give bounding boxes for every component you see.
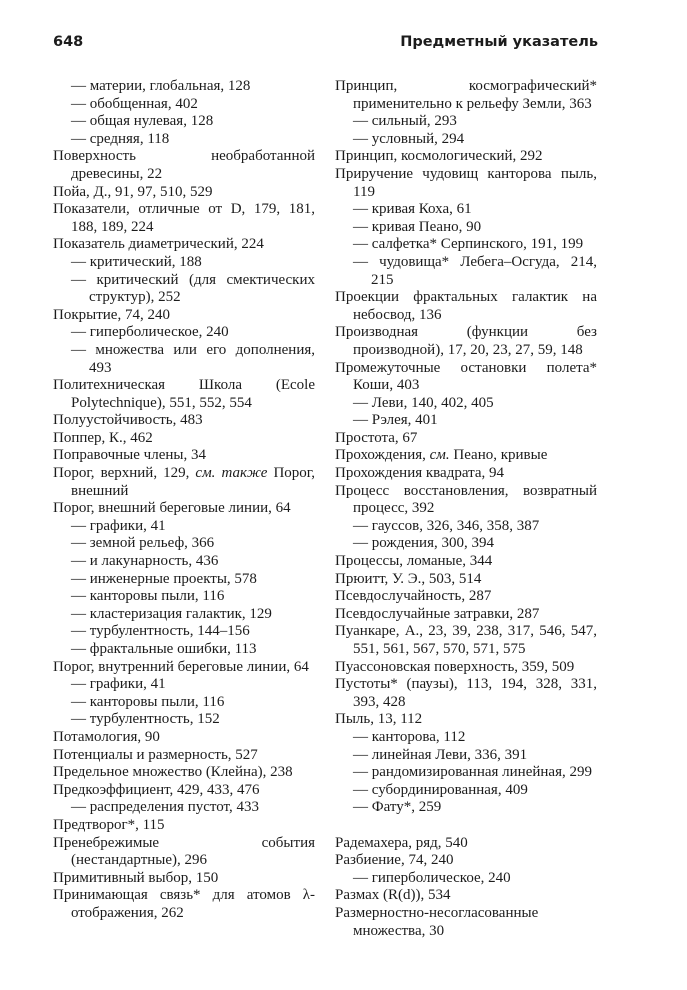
index-subentry: — рождения, 300, 394: [353, 535, 494, 552]
index-entry: Порог, внутренний береговые линии, 64: [53, 658, 309, 675]
index-entry: Пойа, Д., 91, 97, 510, 529: [53, 183, 213, 200]
index-entry: Радемахера, ряд, 540: [335, 834, 468, 851]
index-subentry: — условный, 294: [353, 130, 465, 147]
index-subentry: — линейная Леви, 336, 391: [353, 746, 528, 763]
index-entry: Принимающая связь* для атомов λ-отображения, 262: [53, 887, 315, 921]
index-subentry: — кривая Пеано, 90: [353, 218, 482, 235]
index-entry: Простота, 67: [335, 429, 418, 446]
index-subentry: — общая нулевая, 128: [71, 113, 214, 130]
index-entry: Размерностно-несогласованные множества, 30: [335, 904, 539, 939]
index-subentry: — кривая Коха, 61: [353, 201, 472, 218]
index-subentry: — гиперболическое, 240: [71, 324, 229, 341]
index-subentry: — инженерные проекты, 578: [71, 570, 257, 587]
index-entry: Поппер, К., 462: [53, 429, 153, 446]
index-subentry: — турбулентность, 144–156: [71, 623, 250, 640]
index-entry: Полуустойчивость, 483: [53, 412, 203, 429]
index-subentry: — графики, 41: [71, 676, 166, 693]
index-subentry: — турбулентность, 152: [71, 711, 220, 728]
index-entry: Пустоты* (паузы), 113, 194, 328, 331, 393, 428: [335, 676, 597, 710]
index-entry: Прохождения квадрата, 94: [335, 465, 504, 482]
cross-reference-marker: см. также: [195, 465, 268, 482]
index-subentry: — гиперболическое, 240: [353, 869, 511, 886]
page-number: 648: [53, 34, 84, 50]
index-entry: Поправочные члены, 34: [53, 447, 206, 464]
index-subentry: — средняя, 118: [71, 130, 170, 147]
index-entry: Порог, верхний, 129, см. также Порог, внешний: [53, 465, 315, 499]
index-subentry: — критический, 188: [71, 253, 202, 270]
index-entry: Порог, внешний береговые линии, 64: [53, 500, 291, 517]
index-subentry: — сильный, 293: [353, 113, 457, 130]
index-entry: Политехническая Школа (Ecole Polytechnique), 551, 552, 554: [53, 377, 315, 411]
index-subentry: — Фату*, 259: [353, 799, 442, 816]
index-entry: Принцип, космологический, 292: [335, 148, 543, 165]
index-subentry: — Рэлея, 401: [353, 412, 438, 429]
index-subentry: — гауссов, 326, 346, 358, 387: [353, 517, 540, 534]
index-entry: Производная (функции без производной), 17, 20, 23, 27, 59, 148: [335, 324, 597, 358]
index-subentry: — распределения пустот, 433: [71, 799, 259, 816]
index-entry: Псевдослучайные затравки, 287: [335, 605, 540, 622]
index-subentry: — канторова, 112: [353, 728, 466, 745]
index-subentry: — субординированная, 409: [353, 781, 528, 798]
index-entry: Примитивный выбор, 150: [53, 869, 219, 886]
index-entry: Приручение чудовищ канторова пыль, 119: [335, 165, 597, 200]
index-subentry: — множества или его дополнения, 493: [71, 341, 315, 376]
index-subentry: — канторовы пыли, 116: [71, 693, 225, 710]
index-subentry: — и лакунарность, 436: [71, 553, 219, 570]
index-subentry: — материи, глобальная, 128: [71, 78, 251, 94]
index-entry: Предтворог*, 115: [53, 816, 165, 833]
index-entry: Прохождения, см. Пеано, кривые: [335, 447, 548, 464]
index-entry: Покрытие, 74, 240: [53, 306, 170, 323]
index-entry: Промежуточные остановки полета* Коши, 403: [335, 359, 597, 394]
index-subentry: — салфетка* Серпинского, 191, 199: [353, 236, 584, 253]
index-column-right: [335, 78, 597, 940]
index-entry: Предкоэффициент, 429, 433, 476: [53, 781, 260, 798]
index-entry: Процесс восстановления, возвратный процесс, 392: [335, 482, 597, 517]
index-entry: Принцип, космографический* применительно к рельефу Земли, 363: [335, 78, 597, 112]
index-entry: Потамология, 90: [53, 728, 160, 745]
index-entry: Псевдослучайность, 287: [335, 588, 492, 605]
index-entry: Прюитт, У. Э., 503, 514: [335, 570, 482, 587]
index-entry: Разбиение, 74, 240: [335, 852, 454, 869]
running-header: [53, 34, 598, 56]
index-entry: Потенциалы и размерность, 527: [53, 746, 258, 763]
index-subentry: — критический (для смектических структур), 252: [71, 271, 315, 306]
index-subentry: — Леви, 140, 402, 405: [353, 394, 494, 411]
index-entry: Поверхность необработанной древесины, 22: [53, 148, 315, 182]
index-entry: Процессы, ломаные, 344: [335, 553, 493, 570]
index-entry: Размах (R(d)), 534: [335, 887, 451, 904]
index-subentry: — графики, 41: [71, 517, 166, 534]
index-entry: Показатель диаметрический, 224: [53, 236, 264, 253]
index-subentry: — кластеризация галактик, 129: [71, 605, 272, 622]
cross-reference-marker: см.: [429, 447, 450, 464]
index-subentry: — канторовы пыли, 116: [71, 588, 225, 605]
index-subentry: — чудовища* Лебега–Осгуда, 214, 215: [353, 253, 597, 288]
index-entry: Проекции фрактальных галактик на небосвод, 136: [335, 289, 597, 323]
index-entry: Показатели, отличные от D, 179, 181, 188, 189, 224: [53, 201, 315, 235]
index-column-left: [53, 78, 315, 923]
index-entry: Пренебрежимые события (нестандартные), 296: [53, 834, 315, 869]
index-entry: Пыль, 13, 112: [335, 711, 423, 728]
header-title: Предметный указатель: [400, 34, 598, 50]
column-gap: [335, 817, 597, 835]
index-subentry: — рандомизированная линейная, 299: [353, 764, 592, 781]
index-subentry: — фрактальные ошибки, 113: [71, 641, 257, 657]
index-subentry: — обобщенная, 402: [71, 95, 198, 112]
index-subentry: — земной рельеф, 366: [71, 535, 215, 552]
index-entry: Пуассоновская поверхность, 359, 509: [335, 658, 575, 675]
index-entry: Предельное множество (Клейна), 238: [53, 764, 293, 781]
index-entry: Пуанкаре, А., 23, 39, 238, 317, 546, 547, 551, 561, 567, 570, 571, 575: [335, 623, 597, 657]
